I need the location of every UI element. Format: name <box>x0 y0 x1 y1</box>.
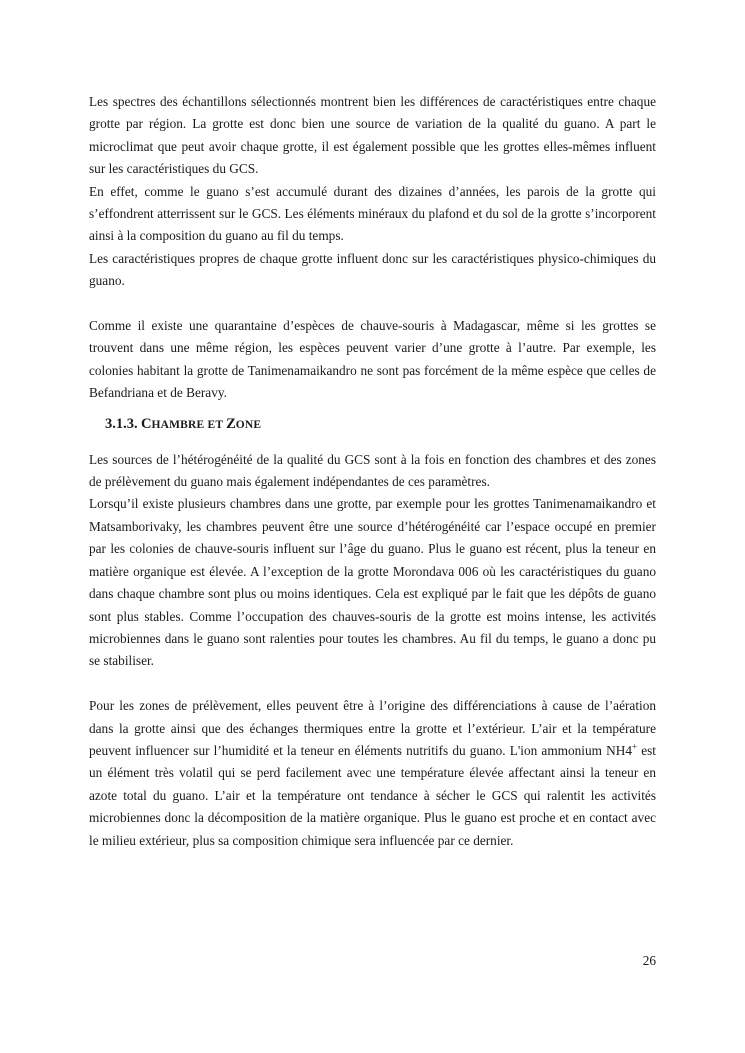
section-title <box>141 416 261 431</box>
page-body <box>89 91 656 852</box>
paragraph-cave-walls: En effet, comme le guano s’est accumulé durant des dizaines d’années, les parois de la grotte qui s’effondrent atterrissent sur le GCS. Les éléments minéraux du plafond et du sol de la grotte s’incorporent ainsi à la composition du guano au fil du temps. <box>89 183 656 244</box>
section-number: 3.1.3. <box>105 415 138 432</box>
page-number: 26 <box>642 953 656 968</box>
paragraph-chambers: Lorsqu’il existe plusieurs chambres dans une grotte, par exemple pour les grottes Tanimenamaikandro et Matsamborivaky, les chambres peuvent être une source d’hétérogénéité car l’espace occupé en premier par les colonies de chauve-souris influent sur l’âge du guano. Plus le guano est récent, plus la teneur en matière organique est élevée. A l’exception de la grotte Morondava 006 où les caractéristiques du guano dans chaque chambre sont plus ou moins identiques. Cela est expliqué par le fait que les dépôts de guano sont plus stables. Comme l’occupation des chauves-souris de la grotte est moins intense, les activités microbiennes dans le guano sont ralenties pour toutes les chambres. Au fil du temps, le guano a donc pu se stabiliser. <box>89 496 656 669</box>
paragraph-heterogeneity-sources: Les sources de l’hétérogénéité de la qualité du GCS sont à la fois en fonction des chambres et des zones de prélèvement du guano mais également indépendantes de ces paramètres. <box>89 451 656 490</box>
paragraph-zones-text-start: Pour les zones de prélèvement, elles peuvent être à l’origine des différenciations à cause de l’aération dans la grotte ainsi que des échanges thermiques entre la grotte et l’extérieur. L’air et la température peuvent influencer sur l’humidité et la teneur en éléments nutritifs du guano. L'ion ammonium NH4 <box>89 698 656 758</box>
section-title-initial-1: C <box>140 415 152 432</box>
section-heading <box>105 412 656 437</box>
paragraph-bat-species: Comme il existe une quarantaine d’espèces de chauve-souris à Madagascar, même si les grottes se trouvent dans une même région, les espèces peuvent varier d’une grotte à l’autre. Par exemple, les colonies habitant la grotte de Tanimenamaikandro ne sont pas forcément de la même espèce que celles de Befandriana et de Beravy. <box>89 318 656 401</box>
paragraph-spacer <box>89 293 656 315</box>
superscript-charge: + <box>631 741 638 752</box>
paragraph-cave-characteristics: Les caractéristiques propres de chaque grotte influent donc sur les caractéristiques physico-chimiques du guano. <box>89 250 656 289</box>
section-title-initial-2: Z <box>226 415 236 432</box>
section-title-rest-1: HAMBRE ET <box>151 418 227 431</box>
paragraph-sampling-zones <box>89 695 656 852</box>
section-title-rest-2: ONE <box>235 418 262 431</box>
paragraph-zones-text-end: est un élément très volatil qui se perd facilement avec une température élevée affectant ainsi la teneur en azote total du guano. L’air et la température ont tendance à sécher le GCS qui ralentit les activités microbiennes donc la décomposition de la matière organique. Plus le guano est proche et en contact avec le milieu extérieur, plus sa composition chimique sera influencée par ce dernier. <box>89 742 656 848</box>
paragraph-spacer <box>89 673 656 695</box>
paragraph-spectra: Les spectres des échantillons sélectionnés montrent bien les différences de caractéristiques entre chaque grotte par région. La grotte est donc bien une source de variation de la qualité du guano. A part le microclimat que peut avoir chaque grotte, il est également possible que les grottes elles-mêmes influent sur les caractéristiques du GCS. <box>89 94 656 177</box>
